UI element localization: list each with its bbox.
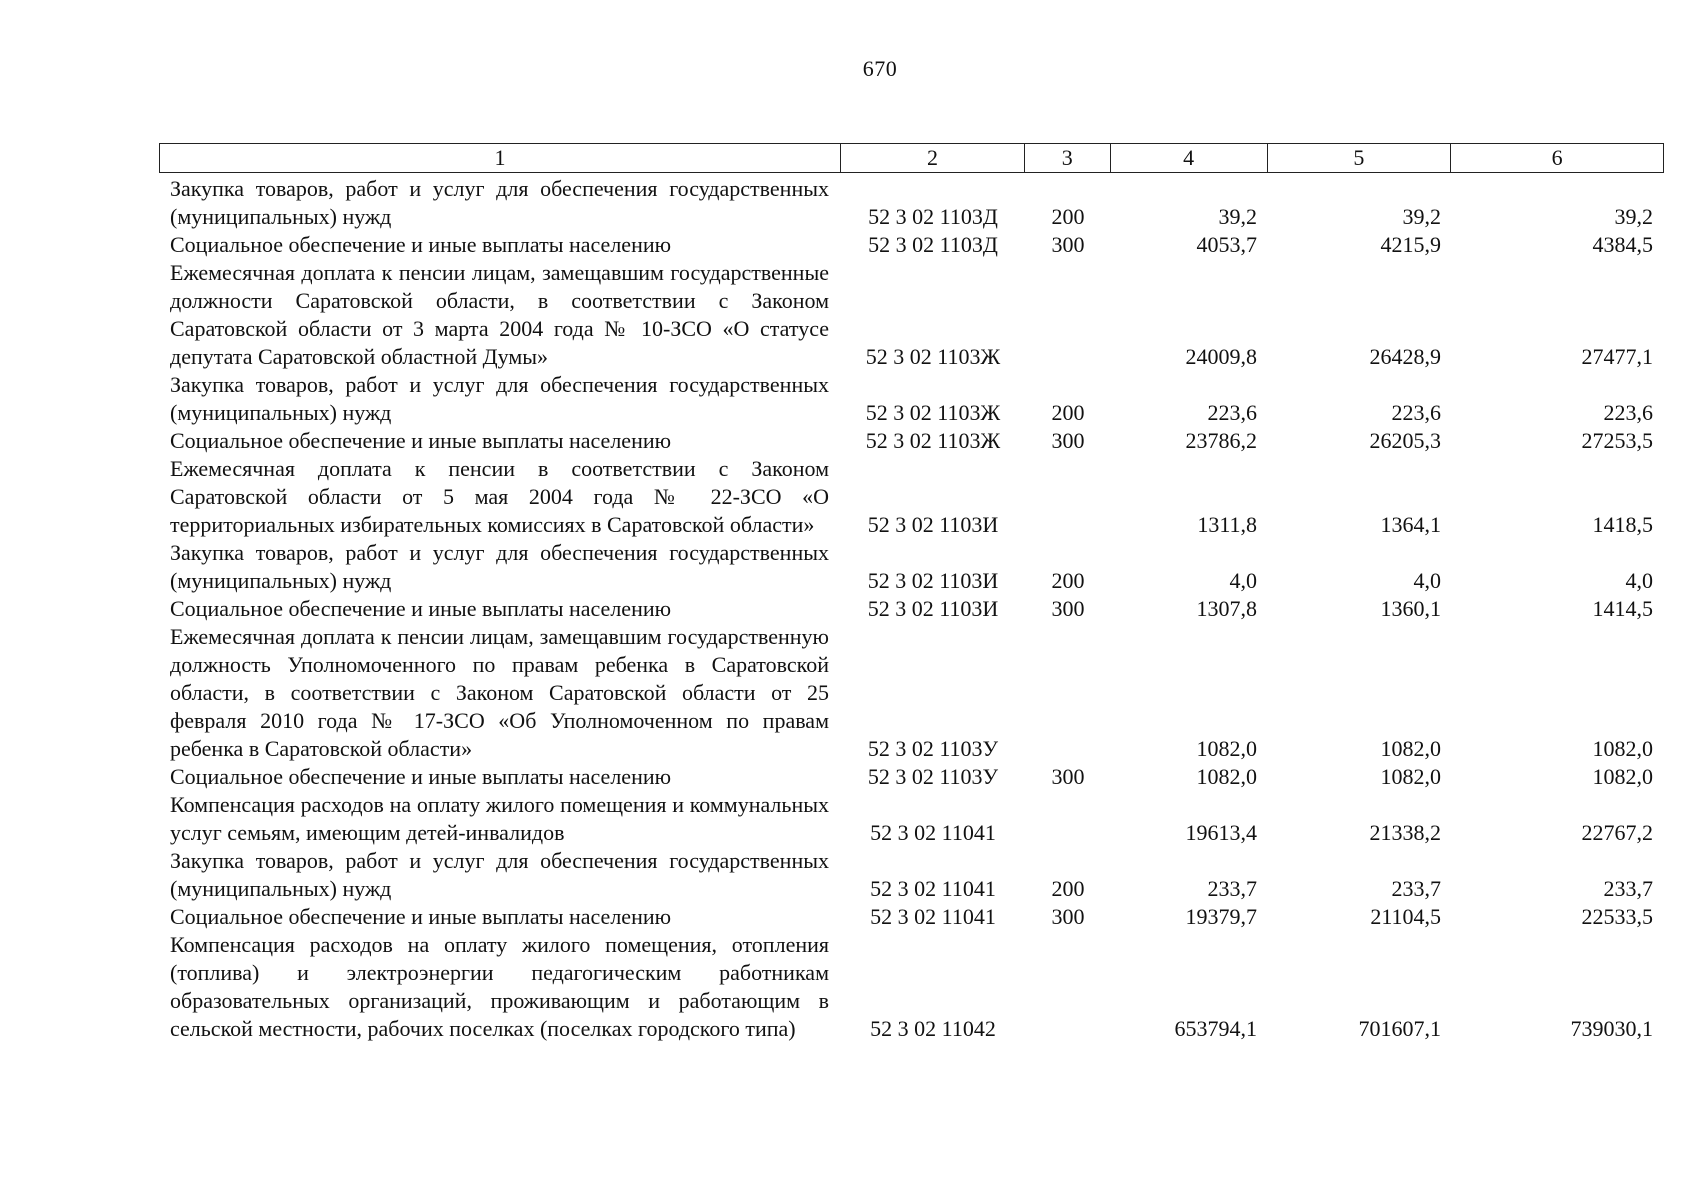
row-code: 52 3 02 1103Д <box>868 232 998 257</box>
row-value-3: 223,6 <box>1603 400 1653 425</box>
table-header-row <box>159 143 1664 173</box>
row-name: Компенсация расходов на оплату жилого помещения, отопления (топлива) и электроэнергии педагогическим работникам образовательных организаций, проживающим и работающим в сельской местности, рабочих поселках (поселках городского типа) <box>170 932 829 1041</box>
header-cell-6: 6 <box>1551 145 1563 170</box>
row-code: 52 3 02 1103И <box>867 512 999 537</box>
row-name: Социальное обеспечение и иные выплаты населению <box>170 232 672 257</box>
row-code: 52 3 02 1103Д <box>868 204 998 229</box>
row-code: 52 3 02 1103У <box>867 736 999 761</box>
row-value-2: 39,2 <box>1402 204 1441 229</box>
row-value-3: 233,7 <box>1603 876 1653 901</box>
row-name: Закупка товаров, работ и услуг для обеспечения государственных (муниципальных) нужд <box>170 176 829 229</box>
row-code: 52 3 02 1103И <box>867 596 999 621</box>
row-value-2: 21338,2 <box>1369 820 1441 845</box>
row-value-1: 1082,0 <box>1196 764 1257 789</box>
row-type: 300 <box>1051 764 1085 789</box>
header-cell-3: 3 <box>1025 144 1111 172</box>
table-row <box>159 595 1664 623</box>
table-body <box>159 175 1664 1043</box>
row-type <box>1025 455 1111 539</box>
table-row <box>159 259 1664 371</box>
table-row <box>159 539 1664 595</box>
row-name: Закупка товаров, работ и услуг для обеспечения государственных (муниципальных) нужд <box>170 540 829 593</box>
row-value-1: 24009,8 <box>1185 344 1257 369</box>
table-row <box>159 231 1664 259</box>
page-number: 670 <box>862 56 898 81</box>
row-name: Ежемесячная доплата к пенсии в соответствии с Законом Саратовской области от 5 мая 2004 года № 22-ЗСО «О территориальных избирательных комиссиях в Саратовской области» <box>170 456 829 537</box>
header-cell-2: 2 <box>841 144 1025 172</box>
row-code: 52 3 02 11041 <box>870 876 996 901</box>
row-value-2: 4,0 <box>1413 568 1441 593</box>
row-value-1: 4053,7 <box>1196 232 1257 257</box>
row-code: 52 3 02 1103И <box>867 568 999 593</box>
row-name: Социальное обеспечение и иные выплаты населению <box>170 596 672 621</box>
row-type: 300 <box>1051 428 1085 453</box>
row-type: 200 <box>1051 400 1085 425</box>
row-value-1: 1082,0 <box>1196 736 1257 761</box>
row-value-1: 39,2 <box>1218 204 1257 229</box>
row-value-3: 22767,2 <box>1581 820 1653 845</box>
row-value-2: 26428,9 <box>1369 344 1441 369</box>
row-name: Социальное обеспечение и иные выплаты населению <box>170 764 672 789</box>
header-cell-1: 1 <box>160 144 841 172</box>
row-name: Компенсация расходов на оплату жилого помещения и коммунальных услуг семьям, имеющим детей-инвалидов <box>170 792 829 845</box>
row-value-3: 27477,1 <box>1581 344 1653 369</box>
row-name: Закупка товаров, работ и услуг для обеспечения государственных (муниципальных) нужд <box>170 848 829 901</box>
row-code: 52 3 02 1103У <box>867 764 999 789</box>
row-type <box>1025 791 1111 847</box>
table-row <box>159 371 1664 427</box>
row-value-2: 4215,9 <box>1380 232 1441 257</box>
row-value-1: 1307,8 <box>1196 596 1257 621</box>
row-type: 300 <box>1051 232 1085 257</box>
table-row <box>159 791 1664 847</box>
row-value-3: 22533,5 <box>1581 904 1653 929</box>
row-value-3: 1418,5 <box>1592 512 1653 537</box>
row-value-1: 23786,2 <box>1185 428 1257 453</box>
row-type: 300 <box>1051 596 1085 621</box>
row-value-2: 1364,1 <box>1380 512 1441 537</box>
row-value-2: 223,6 <box>1391 400 1441 425</box>
row-type: 200 <box>1051 204 1085 229</box>
table-row <box>159 427 1664 455</box>
row-type <box>1025 623 1111 763</box>
row-code: 52 3 02 11041 <box>870 820 996 845</box>
row-value-1: 19613,4 <box>1185 820 1257 845</box>
row-name: Закупка товаров, работ и услуг для обеспечения государственных (муниципальных) нужд <box>170 372 829 425</box>
row-value-1: 1311,8 <box>1197 512 1257 537</box>
row-value-3: 1414,5 <box>1592 596 1653 621</box>
row-type: 300 <box>1051 904 1085 929</box>
row-name: Ежемесячная доплата к пенсии лицам, замещавшим государственные должности Саратовской области, в соответствии с Законом Саратовской области от 3 марта 2004 года № 10-ЗСО «О статусе депутата Саратовской областной Думы» <box>170 260 829 369</box>
row-value-1: 233,7 <box>1207 876 1257 901</box>
row-name: Социальное обеспечение и иные выплаты населению <box>170 428 672 453</box>
row-value-3: 1082,0 <box>1592 764 1653 789</box>
row-value-2: 233,7 <box>1391 876 1441 901</box>
table-row <box>159 175 1664 231</box>
row-code: 52 3 02 1103Ж <box>865 400 1001 425</box>
row-value-2: 1082,0 <box>1380 764 1441 789</box>
row-type <box>1025 259 1111 371</box>
row-code: 52 3 02 11041 <box>870 904 996 929</box>
row-value-1: 19379,7 <box>1185 904 1257 929</box>
row-value-2: 26205,3 <box>1369 428 1441 453</box>
table-row <box>159 763 1664 791</box>
header-cell-5: 5 <box>1268 144 1452 172</box>
row-value-1: 4,0 <box>1229 568 1257 593</box>
row-value-2: 21104,5 <box>1370 904 1441 929</box>
row-value-3: 1082,0 <box>1592 736 1653 761</box>
row-value-2: 1360,1 <box>1380 596 1441 621</box>
row-value-2: 1082,0 <box>1380 736 1441 761</box>
row-name: Ежемесячная доплата к пенсии лицам, замещавшим государственную должность Уполномоченного по правам ребенка в Саратовской области, в соответствии с Законом Саратовской области от 25 февраля 2010 года № 17-ЗСО «Об Уполномоченном по правам ребенка в Саратовской области» <box>170 624 829 761</box>
row-type: 200 <box>1051 568 1085 593</box>
row-value-3: 39,2 <box>1614 204 1653 229</box>
row-value-3: 4,0 <box>1625 568 1653 593</box>
row-code: 52 3 02 11042 <box>870 1016 996 1041</box>
row-value-2: 701607,1 <box>1358 1016 1441 1041</box>
table-row <box>159 455 1664 539</box>
header-cell-4: 4 <box>1111 144 1268 172</box>
table-row <box>159 931 1664 1043</box>
row-type <box>1025 931 1111 1043</box>
table-row <box>159 623 1664 763</box>
row-value-3: 739030,1 <box>1570 1016 1653 1041</box>
row-code: 52 3 02 1103Ж <box>865 428 1001 453</box>
row-name: Социальное обеспечение и иные выплаты населению <box>170 904 672 929</box>
table-row <box>159 847 1664 903</box>
table-row <box>159 903 1664 931</box>
row-type: 200 <box>1051 876 1085 901</box>
row-code: 52 3 02 1103Ж <box>865 344 1001 369</box>
row-value-3: 4384,5 <box>1592 232 1653 257</box>
row-value-1: 653794,1 <box>1174 1016 1257 1041</box>
row-value-1: 223,6 <box>1207 400 1257 425</box>
row-value-3: 27253,5 <box>1581 428 1653 453</box>
